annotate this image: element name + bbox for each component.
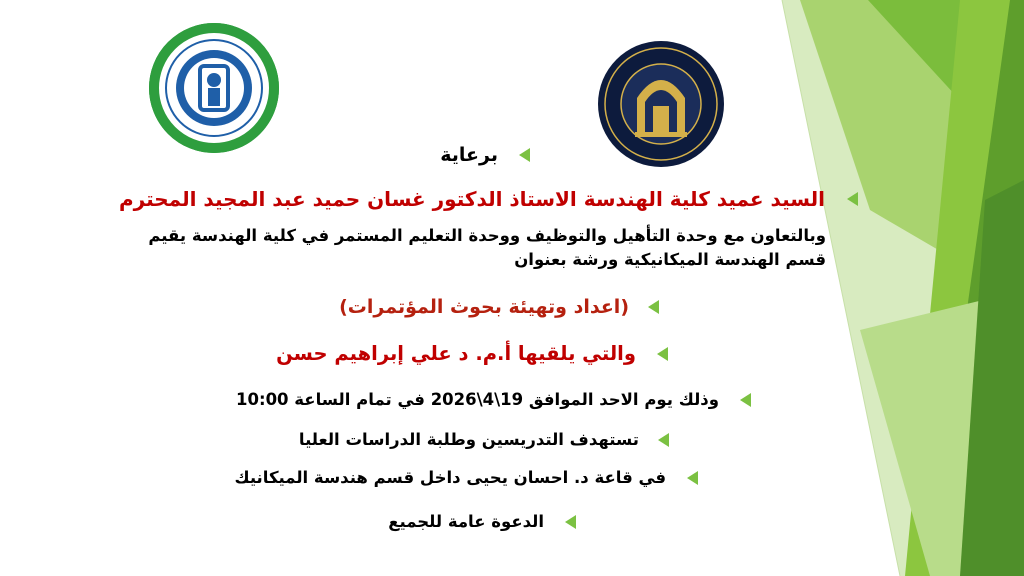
university-of-baghdad-seal-icon xyxy=(597,40,725,168)
bullet-arrow-icon xyxy=(657,347,668,361)
patronage-text: برعاية xyxy=(440,144,498,166)
bullet-arrow-icon xyxy=(740,393,751,407)
bullet-arrow-icon xyxy=(687,471,698,485)
cooperation-line-1: وبالتعاون مع وحدة التأهيل والتوظيف ووحدة التعليم المستمر في كلية الهندسة يقيم xyxy=(148,226,826,245)
bullet-arrow-icon xyxy=(565,515,576,529)
date-text: وذلك يوم الاحد الموافق 19\4\2026 في تمام الساعة 10:00 xyxy=(236,390,719,409)
bullet-arrow-icon xyxy=(648,300,659,314)
workshop-title-text: (اعداد وتهيئة بحوث المؤتمرات) xyxy=(339,296,629,318)
workshop-title-line xyxy=(339,296,629,318)
hall-text: في قاعة د. احسان يحيى داخل قسم هندسة الميكانيك xyxy=(234,468,666,487)
hall-line xyxy=(234,468,666,487)
dean-text: السيد عميد كلية الهندسة الاستاذ الدكتور غسان حميد عبد المجيد المحترم xyxy=(118,187,825,211)
engineering-college-seal-icon xyxy=(148,22,280,154)
bullet-arrow-icon xyxy=(658,433,669,447)
target-audience-line xyxy=(299,430,639,449)
speaker-text: والتي يلقيها أ.م. د علي إبراهيم حسن xyxy=(276,342,636,365)
invitation-line xyxy=(388,512,544,531)
date-line xyxy=(236,390,719,409)
cooperation-line-2: قسم الهندسة الميكانيكية ورشة بعنوان xyxy=(514,250,826,269)
patronage-line xyxy=(440,144,498,166)
cooperation-paragraph xyxy=(148,224,826,272)
speaker-line xyxy=(276,342,636,365)
target-audience-text: تستهدف التدريسين وطلبة الدراسات العليا xyxy=(298,430,639,449)
dean-line xyxy=(119,187,825,211)
bullet-arrow-icon xyxy=(519,148,530,162)
bullet-arrow-icon xyxy=(847,192,858,206)
invitation-text: الدعوة عامة للجميع xyxy=(388,512,544,531)
